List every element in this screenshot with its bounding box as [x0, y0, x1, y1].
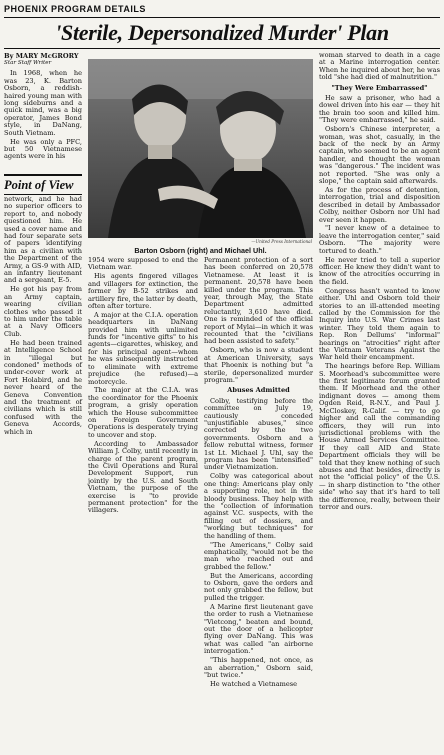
column-3 — [204, 257, 313, 690]
point-of-view-label: Point of View — [4, 174, 82, 195]
headline: 'Sterile, Depersonalized Murder' Plan — [55, 20, 389, 45]
paragraph: In 1968, when he was 23, K. Barton Osborn, a reddish-haired young man with long sideburns and a quick mind, was a big operator, James Bond style, in DaNang, South Vietnam. — [4, 69, 82, 137]
subheading: Abuses Admitted — [227, 386, 290, 395]
subheading: "They Were Embarrassed" — [331, 83, 428, 92]
column-1-bottom — [4, 196, 82, 438]
photo-credit: —United Press International — [251, 239, 312, 244]
photo-image — [88, 59, 313, 238]
paragraph: Permanent protection of a sort has been conferred on 20,578 Vietnamese. At least it is permanent. 20,578 have been killed under the program. This year, through May, the State Department admitted reluctantly, 3,610 have died. One is reminded of the official report of Mylai—in which it was recounted that the "civilians had been assisted to safety." — [204, 256, 313, 346]
byline: By MARY McGRORY — [4, 52, 79, 60]
paragraph: According to Ambassador William J. Colby, until recently in charge of the parent program, the Civil Operations and Rural Development Support, run jointly by the U.S. and South Vietnam, the purpose of the exercise is "to provide permanent protection" for the villagers. — [88, 439, 198, 515]
paragraph: He was only a PFC, but 50 Vietnamese agents were in his — [4, 137, 82, 161]
paragraph: But the Americans, according to Osborn, gave the orders and not only grabbed the fellow, but pulled the trigger. — [204, 571, 313, 602]
paragraph: A Marine first lieutenant gave the order to rush a Vietnamese "Vietcong," beaten and bound, out the door of a helicopter flying over DaNang. This was what was called "an airborne interrogation." — [204, 602, 313, 656]
paragraph: He saw a prisoner, who had a dowel driven into his ear — they hit the brain too soon and killed him. "They were embarrassed," he said. — [319, 94, 440, 125]
paragraph: The major at the C.I.A. was the coordinator for the Phoenix program, a grisly operation which the House subcommittee on Foreign Government Operations is desperately trying to uncover and stop. — [88, 386, 198, 439]
paragraph: 1954 were supposed to end the Vietnam war. — [88, 256, 198, 272]
paragraph: As for the process of detention, interrogation, trial and disposition described in detail by Ambassador Colby, neither Osborn nor Uhl had ever seen it happen. — [319, 185, 440, 224]
paragraph: His agents fingered villages and villagers for extinction, the former by B-52 strikes and artillery fire, the latter by death, often after torture. — [88, 272, 198, 310]
column-2 — [88, 257, 198, 516]
paragraph: "The Americans," Colby said emphatically, "would not be the man who reached out and grabbed the fellow." — [204, 540, 313, 571]
paragraph: He never tried to tell a superior officer. He knew they didn't want to know of the atrocities occurring in the field. — [319, 255, 440, 286]
paragraph: Osborn, who is now a student at American University, says that Phoenix is nothing but "a sterile, depersonalized murder program." — [204, 346, 313, 384]
top-rule — [4, 17, 440, 18]
paragraph: network, and he had no superior officers to report to, and nobody questioned him. He used a cover name and had four separate sets of papers identifying him as a civilian with the Department of the Army, a GS-9 with AID, an infantry lieutenant and a sergeant, E-5. — [4, 195, 82, 285]
paragraph: Colby was categorical about one thing: Americans play only a supporting role, not in the bloody business. They help with the "collection of information against V.C. suspects, with the filling out of dossiers, and "working but techniques" for the handling of them. — [204, 472, 313, 540]
paragraph: A major at the C.I.A. operation headquarters in DaNang provided him with unlimited funds for "incentive gifts" to his agents—cigarettes, whiskey, and for his principal agent—whom he was subsequently instructed to eliminate with extreme prejudice (he refused)—a motorcycle. — [88, 310, 198, 386]
paragraph: Colby, testifying before the committee on July 19, cautiously conceded "unjustifiable abuses," since corrected by the two governments. Osborn and a fellow rebuttal witness, former 1st Lt. Michael J. Uhl, say the program has been "intensified" under Vietnamization. — [204, 396, 313, 472]
byline-staff: Star Staff Writer — [4, 60, 52, 66]
column-4 — [319, 52, 440, 513]
column-1-top — [4, 52, 82, 162]
paragraph: "I never knew of a detainee to leave the interrogation center," said Osborn. "The majority were tortured to death." — [319, 224, 440, 255]
paragraph: Congress hasn't wanted to know either. Uhl and Osborn told their stories to an ill-attended meeting called by the Commission for the Inquiry into U.S. War Crimes last winter. They told them again to Rep. Ron Dellums' "informal" hearings on "atrocities" right after the Vietnam Veterans Against the War held their encampment. — [319, 286, 440, 362]
paragraph: woman starved to death in a cage at a Marine interrogation center. When he inquired about her, he was told "she had died of malnutrition." — [319, 51, 440, 82]
paragraph: "This happened, not once, as an aberration," Osborn said, "but twice." — [204, 656, 313, 679]
paragraph: The hearings before Rep. William S. Moorhead's subcommittee were the first legitimate forum granted them. If Moorhead and the other indignant doves — among them Ogden Reid, R-N.Y., and Paul J. McCloskey, R-Calif. — try to go higher and call the commanding officers, they will run into jurisdictional problems with the House Armed Services Committee. If they call AID and State Department officials they will be told that they knew nothing of such abuses and that besides, directly is not the "official policy" of the U.S. — in sharp distinction to "the other side" who say that it's hard to tell the difference, really, between their terror and ours. — [319, 362, 440, 511]
headline-rule — [4, 48, 440, 49]
section-kicker: PHOENIX PROGRAM DETAILS — [4, 4, 146, 14]
paragraph: He watched a Vietnamese — [210, 679, 298, 688]
paragraph: Osborn's Chinese interpreter, a woman, was shot, casually, in the back of the neck by an Army captain, who seemed to be an agent handler, and thought the woman was "dangerous." The incident was not reported. "She was only a slope," the captain said afterwards. — [319, 125, 440, 185]
paragraph: He had been trained at Intelligence School in "illegal but condoned" methods of under-cover work at Fort Holabird, and he never heard of the Geneva Convention and the treatment of civilians which is still confused with the Geneva Accords, which in — [4, 338, 82, 436]
news-photo — [88, 59, 313, 238]
paragraph: He got his pay from an Army captain, wearing civilian clothes who passed it to him under the table at a Navy Officers Club. — [4, 285, 82, 338]
photo-caption: Barton Osborn (right) and Michael Uhl. — [134, 246, 267, 255]
